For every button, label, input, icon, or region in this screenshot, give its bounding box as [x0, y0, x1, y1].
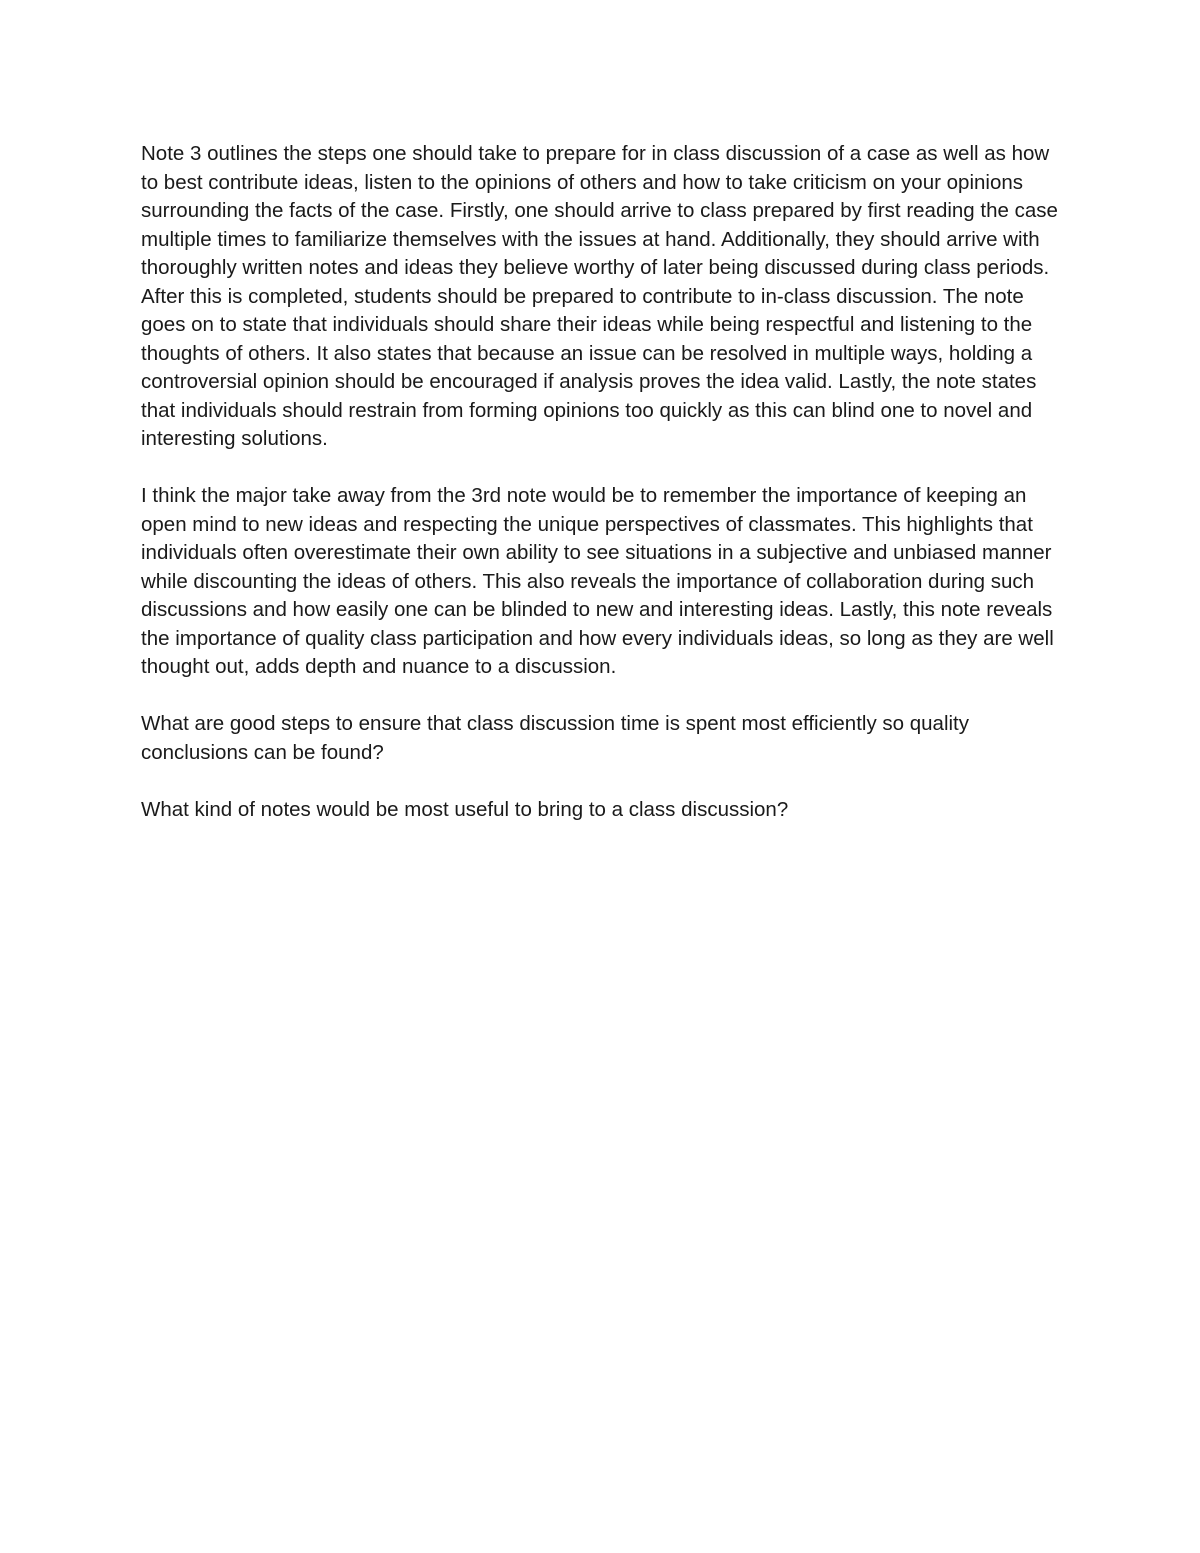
summary-paragraph: Note 3 outlines the steps one should take to prepare for in class discussion of a case as well as how to best contribute ideas, listen to the opinions of others and how to take criticism on your opinions surrounding the facts of the case. Firstly, one should arrive to class prepared by first reading the case multiple times to familiarize themselves with the issues at hand. Additionally, they should arrive with thoroughly written notes and ideas they believe worthy of later being discussed during class periods. After this is completed, students should be prepared to contribute to in-class discussion. The note goes on to state that individuals should share their ideas while being respectful and listening to the thoughts of others. It also states that because an issue can be resolved in multiple ways, holding a controversial opinion should be encouraged if analysis proves the idea valid. Lastly, the note states that individuals should restrain from forming opinions too quickly as this can blind one to novel and interesting solutions. [141, 142, 1058, 450]
question-paragraph-1: What are good steps to ensure that class discussion time is spent most efficiently so quality conclusions can be found? [141, 712, 969, 764]
question-paragraph-2: What kind of notes would be most useful to bring to a class discussion? [141, 797, 789, 821]
document-body [141, 140, 1061, 853]
takeaway-paragraph: I think the major take away from the 3rd note would be to remember the importance of keeping an open mind to new ideas and respecting the unique perspectives of classmates. This highlights that individuals often overestimate their own ability to see situations in a subjective and unbiased manner while discounting the ideas of others. This also reveals the importance of collaboration during such discussions and how easily one can be blinded to new and interesting ideas. Lastly, this note reveals the importance of quality class participation and how every individuals ideas, so long as they are well thought out, adds depth and nuance to a discussion. [141, 484, 1054, 678]
